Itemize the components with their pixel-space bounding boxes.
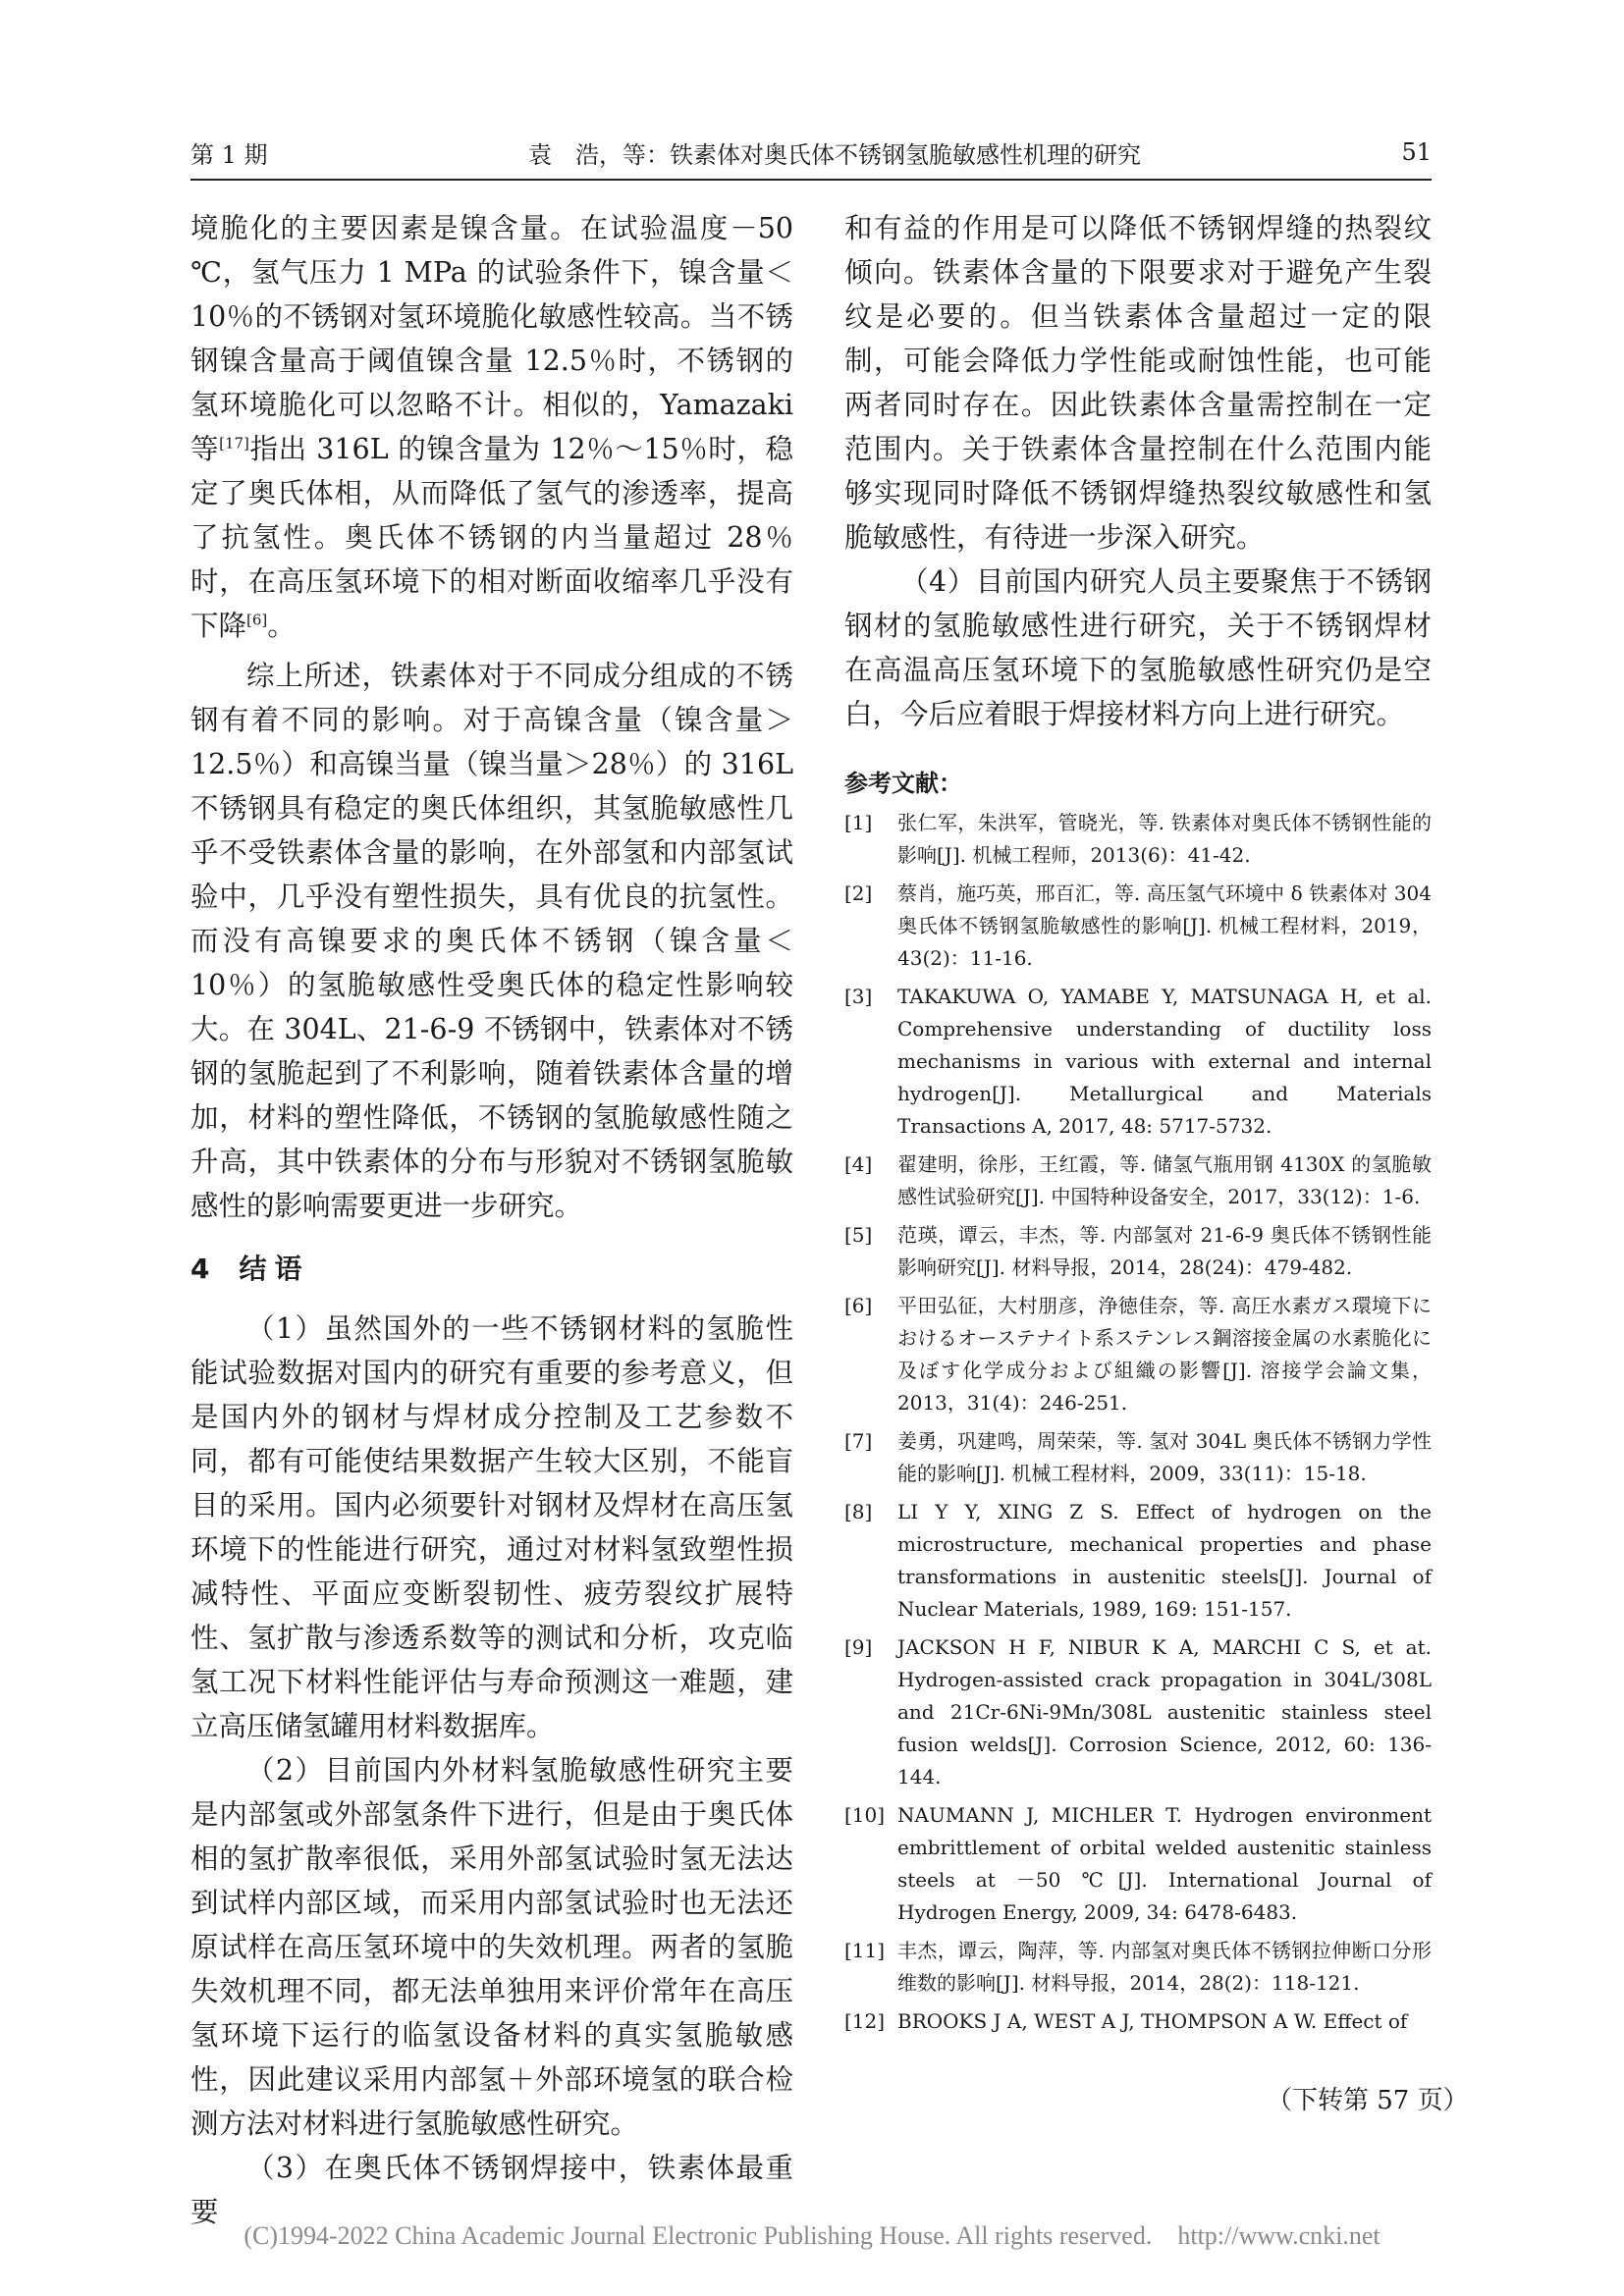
reference-number: [12] xyxy=(844,2009,886,2033)
reference-item xyxy=(844,981,1432,1143)
reference-text: 丰杰，谭云，陶萍，等. 内部氢对奥氏体不锈钢拉伸断口分形维数的影响[J]. 材料导报，2014，28(2)：118-121. xyxy=(897,1939,1432,1995)
issue-label: 第 1 期 xyxy=(190,140,268,169)
reference-text: BROOKS J A, WEST A J, THOMPSON A W. Effect of xyxy=(897,2009,1408,2033)
reference-text: JACKSON H F, NIBUR K A, MARCHI C S, et at. Hydrogen-assisted crack propagation in 304L/308L and 21Cr-6Ni-9Mn/308L austenitic stainless steel fusion welds[J]. Corrosion Science, 2012, 60: 136-144. xyxy=(897,1635,1432,1789)
footer-copyright: (C)1994-2022 China Academic Journal Electronic Publishing House. All rights reserved. xyxy=(244,2221,1153,2250)
running-header xyxy=(190,135,1432,169)
reference-text: 姜勇，巩建鸣，周荣荣，等. 氢对 304L 奥氏体不锈钢力学性能的影响[J]. 机械工程材料，2009，33(11)：15-18. xyxy=(897,1429,1432,1485)
reference-number: [4] xyxy=(844,1152,873,1176)
paragraph: （4）目前国内研究人员主要聚焦于不锈钢钢材的氢脆敏感性进行研究，关于不锈钢焊材在高温高压氢环境下的氢脆敏感性研究仍是空白，今后应着眼于焊接材料方向上进行研究。 xyxy=(844,565,1432,730)
reference-number: [10] xyxy=(844,1803,886,1827)
reference-number: [8] xyxy=(844,1500,873,1523)
reference-item xyxy=(844,1496,1432,1626)
reference-text: NAUMANN J, MICHLER T. Hydrogen environment embrittlement of orbital welded austenitic stainless steels at －50 ℃[J]. International Journal of Hydrogen Energy, 2009, 34: 6478-6483. xyxy=(897,1803,1432,1924)
reference-text: 蔡肖，施巧英，邢百汇，等. 高压氢气环境中 δ 铁素体对 304 奥氏体不锈钢氢脆敏感性的影响[J]. 机械工程材料，2019，43(2)：11-16. xyxy=(897,881,1432,970)
references-heading: 参考文献： xyxy=(844,770,962,797)
paragraph: 和有益的作用是可以降低不锈钢焊缝的热裂纹倾向。铁素体含量的下限要求对于避免产生裂纹是必要的。但当铁素体含量超过一定的限制，可能会降低力学性能或耐蚀性能，也可能两者同时存在。因此铁素体含量需控制在一定范围内。关于铁素体含量控制在什么范围内能够实现同时降低不锈钢焊缝热裂纹敏感性和氢脆敏感性，有待进一步深入研究。 xyxy=(844,212,1432,554)
reference-number: [2] xyxy=(844,881,873,905)
section-number: 4 xyxy=(190,1253,210,1285)
reference-item xyxy=(844,878,1432,975)
references-list xyxy=(844,807,1432,2038)
reference-text: 范瑛，谭云，丰杰，等. 内部氢对 21-6-9 奥氏体不锈钢性能影响研究[J]. 材料导报，2014，28(24)：479-482. xyxy=(897,1223,1432,1279)
reference-number: [1] xyxy=(844,811,873,834)
paragraph-text: 境脆化的主要因素是镍含量。在试验温度－50 ℃，氢气压力 1 MPa 的试验条件下，镍含量＜10％的不锈钢对氢环境脆化敏感性较高。当不锈钢镍含量高于阈值镍含量 12.5％时，不锈钢的氢环境脆化可以忽略不计。相似的，Yamazaki 等 xyxy=(190,212,793,465)
paragraph: （3）在奥氏体不锈钢焊接中，铁素体最重要 xyxy=(190,2152,793,2228)
reference-item xyxy=(844,1425,1432,1490)
reference-item xyxy=(844,1290,1432,1419)
reference-text: 平田弘征，大村朋彦，浄徳佳奈，等. 高圧水素ガス環境下におけるオーステナイト系ステンレス鋼溶接金属の水素脆化に及ぼす化学成分および組織の影響[J]. 溶接学会論文集，2013，31(4)：246-251. xyxy=(897,1294,1432,1415)
reference-number: [3] xyxy=(844,985,873,1008)
reference-number: [6] xyxy=(844,1294,873,1317)
continued-note: （下转第 57 页） xyxy=(1267,2086,1469,2115)
section-title: 结语 xyxy=(239,1253,310,1285)
reference-text: 张仁军，朱洪军，管晓光，等. 铁素体对奥氏体不锈钢性能的影响[J]. 机械工程师，2013(6)：41-42. xyxy=(897,811,1432,867)
paragraph: （2）目前国内外材料氢脆敏感性研究主要是内部氢或外部氢条件下进行，但是由于奥氏体相的氢扩散率很低，采用外部氢试验时氢无法达到试样内部区域，而采用内部氢试验时也无法还原试样在高压氢环境中的失效机理。两者的氢脆失效机理不同，都无法单独用来评价常年在高压氢环境下运行的临氢设备材料的真实氢脆敏感性，因此建议采用内部氢＋外部环境氢的联合检测方法对材料进行氢脆敏感性研究。 xyxy=(190,1754,793,2140)
reference-number: [5] xyxy=(844,1223,873,1247)
page-number: 51 xyxy=(1401,138,1432,166)
paragraph xyxy=(190,206,793,648)
left-column xyxy=(190,206,793,2234)
paragraph-text: 指出 316L 的镍含量为 12％～15％时，稳定了奥氏体相，从而降低了氢气的渗透率，提高了抗氢性。奥氏体不锈钢的内当量超过 28％时，在高压氢环境下的相对断面收缩率几乎没有下降 xyxy=(190,433,793,642)
section-heading xyxy=(190,1242,793,1297)
header-rule xyxy=(190,179,1432,181)
reference-number: [9] xyxy=(844,1635,873,1659)
reference-text: LI Y Y, XING Z S. Effect of hydrogen on the microstructure, mechanical properties and phase transformations in austenitic steels[J]. Journal of Nuclear Materials, 1989, 169: 151-157. xyxy=(897,1500,1432,1621)
reference-number: [7] xyxy=(844,1429,873,1453)
citation[interactable]: [17] xyxy=(219,434,249,453)
reference-text: 翟建明，徐彤，王红霞，等. 储氢气瓶用钢 4130X 的氢脆敏感性试验研究[J]. 中国特种设备安全，2017，33(12)：1-6. xyxy=(897,1152,1432,1208)
paragraph: 综上所述，铁素体对于不同成分组成的不锈钢有着不同的影响。对于高镍含量（镍含量＞12.5％）和高镍当量（镍当量＞28％）的 316L 不锈钢具有稳定的奥氏体组织，其氢脆敏感性几乎不受铁素体含量的影响，在外部氢和内部氢试验中，几乎没有塑性损失，具有优良的抗氢性。而没有高镍要求的奥氏体不锈钢（镍含量＜10％）的氢脆敏感性受奥氏体的稳定性影响较大。在 304L、21-6-9 不锈钢中，铁素体对不锈钢的氢脆起到了不利影响，随着铁素体含量的增加，材料的塑性降低，不锈钢的氢脆敏感性随之升高，其中铁素体的分布与形貌对不锈钢氢脆敏感性的影响需要更进一步研究。 xyxy=(190,660,793,1222)
footer-url[interactable]: http://www.cnki.net xyxy=(1177,2221,1380,2250)
reference-item xyxy=(844,1799,1432,1929)
running-title: 袁 浩，等：铁素体对奥氏体不锈钢氢脆敏感性机理的研究 xyxy=(527,140,1141,169)
reference-item xyxy=(844,1219,1432,1284)
reference-text: TAKAKUWA O, YAMABE Y, MATSUNAGA H, et al. Comprehensive understanding of ductility loss mechanisms in various with external and internal hydrogen[J]. Metallurgical and Materials Transactions A, 2017, 48: 5717-5732. xyxy=(897,985,1432,1138)
paragraph: （1）虽然国外的一些不锈钢材料的氢脆性能试验数据对国内的研究有重要的参考意义，但是国内外的钢材与焊材成分控制及工艺参数不同，都有可能使结果数据产生较大区别，不能盲目的采用。国内必须要针对钢材及焊材在高压氢环境下的性能进行研究，通过对材料氢致塑性损减特性、平面应变断裂韧性、疲劳裂纹扩展特性、氢扩散与渗透系数等的测试和分析，攻克临氢工况下材料性能评估与寿命预测这一难题，建立高压储氢罐用材料数据库。 xyxy=(190,1312,793,1742)
reference-item xyxy=(844,2005,1432,2038)
reference-item xyxy=(844,807,1432,872)
reference-number: [11] xyxy=(844,1939,886,1962)
citation[interactable]: [6] xyxy=(246,611,268,629)
reference-item xyxy=(844,1935,1432,2000)
right-column xyxy=(844,206,1432,2044)
reference-item xyxy=(844,1631,1432,1793)
reference-item xyxy=(844,1148,1432,1213)
paragraph-text: 。 xyxy=(267,610,296,642)
footer xyxy=(0,2221,1624,2251)
